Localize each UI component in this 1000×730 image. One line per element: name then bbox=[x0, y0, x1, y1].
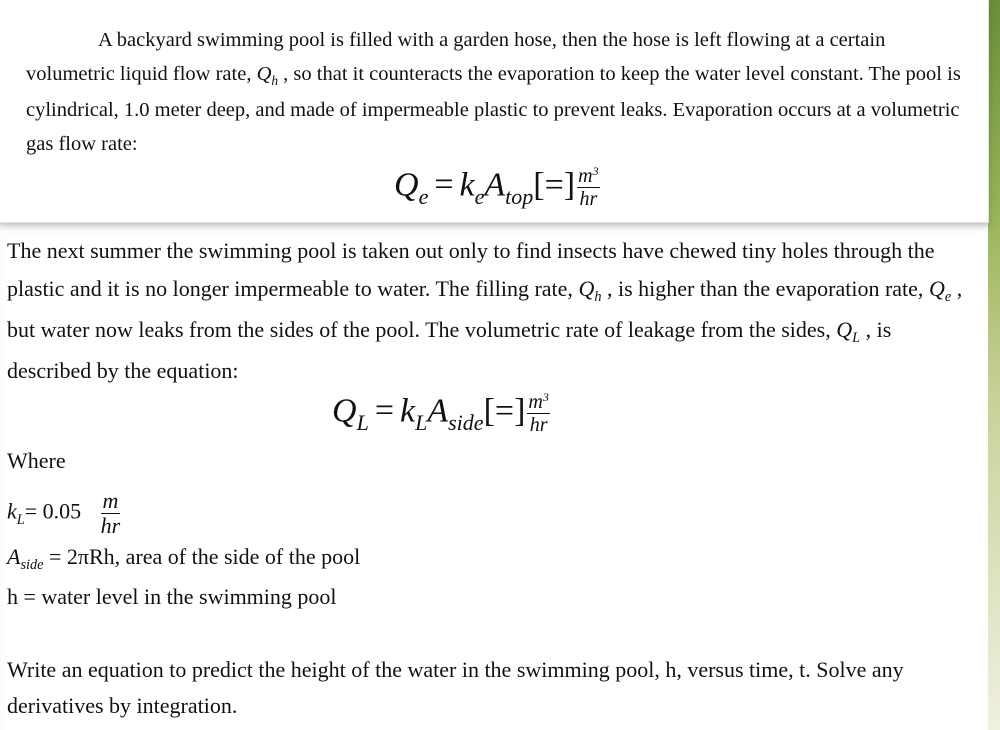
kl-definition: $k_L= 0.05$ $\frac{m}{hr}$ bbox=[7, 488, 121, 538]
where-label: Where bbox=[7, 448, 66, 473]
qh-symbol: Q bbox=[256, 63, 272, 85]
intro-paragraph bbox=[26, 23, 966, 161]
task-paragraph: Write an equation to predict the height of the water in the swimming pool, h, versus time, t. Solve any derivatives by integration. bbox=[7, 657, 904, 718]
eq1-unit-fraction: $\frac{m^3}{hr}$ bbox=[578, 163, 599, 210]
leakage-paragraph: The next summer the swimming pool is taken out only to find insects have chewed tiny holes through the plastic and it is no longer impermeable to water. The filling rate, $Q_h$ , is higher than the evaporation rate, $Q_e$ , but water now leaks from the sides of the pool. The volumetric rate of leakage from the sides, $Q_L$ , is described by the equation: bbox=[7, 238, 963, 383]
leakage-equation: $Q_L = k_LA_{side}[=]$ $\frac{m^3}{hr}$ bbox=[332, 389, 549, 436]
qh-subscript: h bbox=[271, 72, 279, 88]
evaporation-equation: $Q_e = k_eA_{top}[=]$ $\frac{m^3}{hr}$ bbox=[394, 163, 599, 210]
aside-definition: $A_{side} = 2\pi Rh$, area of the side of the pool bbox=[7, 544, 361, 573]
h-definition: h = water level in the swimming pool bbox=[7, 584, 337, 609]
intro-text-a: A backyard swimming pool is filled with a garden hose, then the hose is left flowing at a certain volumetric liquid flow rate, bbox=[26, 29, 886, 85]
eq2-unit-fraction: $\frac{m^3}{hr}$ bbox=[528, 389, 549, 436]
kl-unit-fraction: $\frac{m}{hr}$ bbox=[100, 488, 121, 538]
intro-text-b: , so that it counteracts the evaporation to keep the water level constant. The pool is cylindrical, 1.0 meter deep, and made of impermeable plastic to prevent leaks. Evaporation occurs at a volumetric gas flow rate: bbox=[26, 63, 961, 155]
